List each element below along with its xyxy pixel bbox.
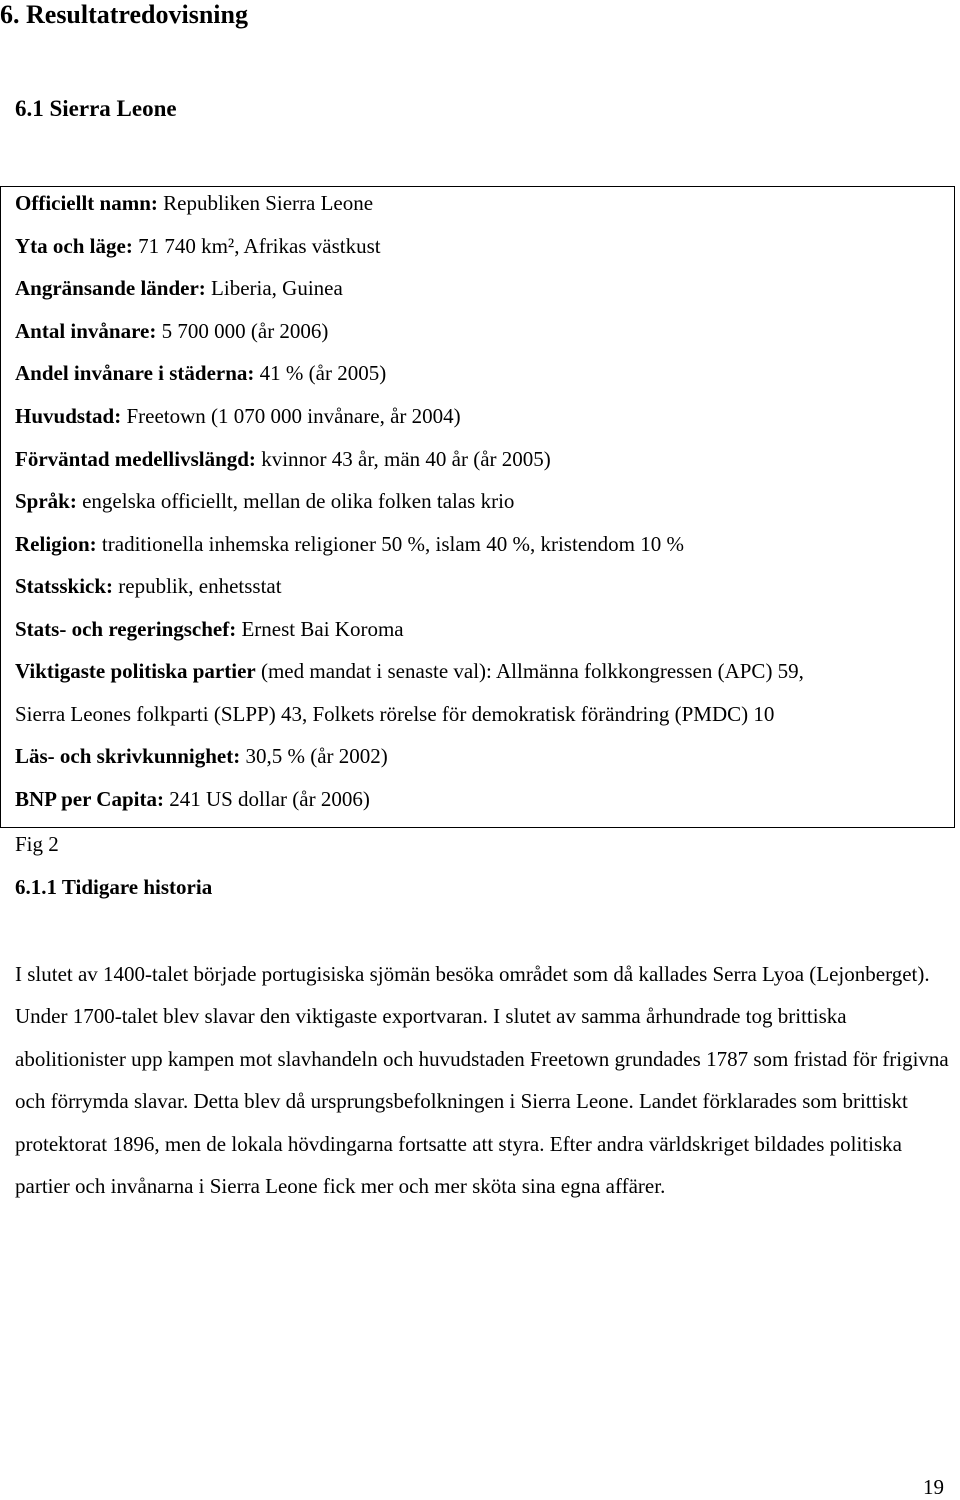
body-paragraph: I slutet av 1400-talet började portugisiska sjömän besöka området som då kallades Serra Lyoa (Lejonberget). Under 1700-talet blev slavar den viktigaste exportvaran. I slutet av samma århundrade tog brittiska abolitionister upp kampen mot slavhandeln och huvudstaden Freetown grundades 1787 som fristad för frigivna och förrymda slavar. Detta blev då ursprungsbefolkningen i Sierra Leone. Landet förklarades som brittiskt protektorat 1896, men de lokala hövdingarna fortsatte att styra. Efter andra världskriget bildades politiska partier och invånarna i Sierra Leone fick mer och mer sköta sina egna affärer. [15, 962, 949, 1199]
fact-value: 5 700 000 (år 2006) [156, 319, 329, 343]
fact-value: Freetown (1 070 000 invånare, år 2004) [121, 404, 461, 428]
fact-value: 41 % (år 2005) [254, 361, 387, 385]
fact-row [15, 701, 774, 727]
fact-row [15, 531, 684, 557]
section-title: 6.1 Sierra Leone [15, 96, 177, 121]
fact-row [15, 616, 404, 642]
fact-row [15, 573, 282, 599]
fact-label: Förväntad medellivslängd: [15, 447, 256, 471]
fact-row [15, 275, 343, 301]
fact-label: Viktigaste politiska partier [15, 659, 256, 683]
fact-label: Statsskick: [15, 574, 114, 598]
fact-value: Liberia, Guinea [205, 276, 343, 300]
figure-caption: Fig 2 [15, 832, 59, 856]
fact-value: (med mandat i senaste val): Allmänna folkkongressen (APC) 59, [255, 659, 804, 683]
fact-row [15, 190, 373, 216]
fact-value: traditionella inhemska religioner 50 %, islam 40 %, kristendom 10 % [96, 532, 684, 556]
fact-row [15, 786, 370, 812]
fact-value: kvinnor 43 år, män 40 år (år 2005) [255, 447, 551, 471]
fact-row [15, 658, 804, 684]
fact-label: Huvudstad: [15, 404, 122, 428]
fact-label: BNP per Capita: [15, 787, 164, 811]
fact-label: Andel invånare i städerna: [15, 361, 255, 385]
fact-label: Stats- och regeringschef: [15, 617, 237, 641]
fact-row [15, 446, 551, 472]
fact-value: republik, enhetsstat [113, 574, 282, 598]
fact-label: Yta och läge: [15, 234, 133, 258]
fact-row [15, 488, 514, 514]
fact-label: Språk: [15, 489, 77, 513]
fact-value: 30,5 % (år 2002) [240, 744, 388, 768]
fact-row [15, 233, 381, 259]
fact-value: Ernest Bai Koroma [236, 617, 404, 641]
subsection-title: 6.1.1 Tidigare historia [15, 875, 213, 899]
fact-value: engelska officiellt, mellan de olika folken talas krio [76, 489, 515, 513]
fact-value: 71 740 km², Afrikas västkust [132, 234, 381, 258]
fact-label: Angränsande länder: [15, 276, 206, 300]
fact-row [15, 318, 328, 344]
fact-row [15, 403, 461, 429]
fact-label: Religion: [15, 532, 97, 556]
fact-label: Antal invånare: [15, 319, 157, 343]
fact-value: Republiken Sierra Leone [157, 191, 374, 215]
fact-label: Läs- och skrivkunnighet: [15, 744, 241, 768]
page-number: 19 [923, 1475, 944, 1499]
page-heading: 6. Resultatredovisning [0, 0, 248, 29]
fact-label: Officiellt namn: [15, 191, 158, 215]
fact-row [15, 743, 388, 769]
fact-value: Sierra Leones folkparti (SLPP) 43, Folkets rörelse för demokratisk förändring (PMDC) 10 [15, 702, 775, 726]
fact-row [15, 360, 386, 386]
fact-value: 241 US dollar (år 2006) [163, 787, 370, 811]
